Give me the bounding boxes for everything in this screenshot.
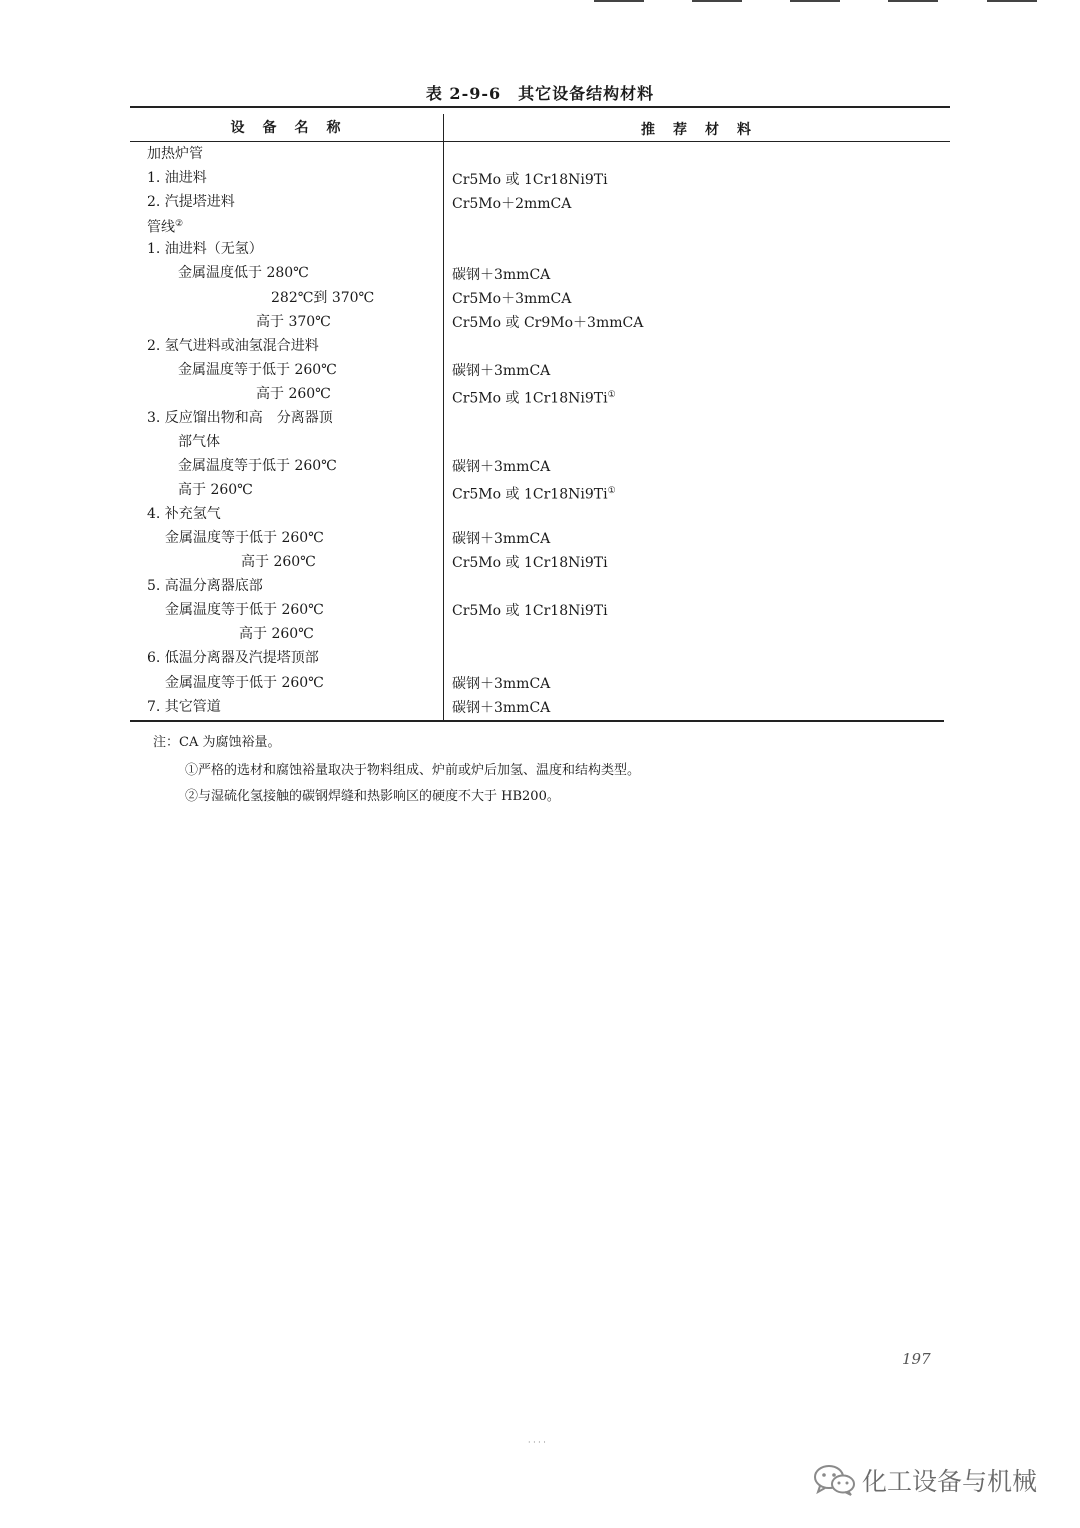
footer-dots: · · · ·	[528, 1438, 546, 1447]
row-material: 碳钢＋3mmCA	[452, 700, 551, 716]
table-note: ①严格的选材和腐蚀裕量取决于物料组成、炉前或炉后加氢、温度和结构类型。	[185, 763, 641, 778]
row-name: 4. 补充氢气	[147, 506, 221, 522]
row-name: 金属温度低于 280℃	[178, 265, 309, 281]
top-edge-mark	[987, 0, 1037, 2]
row-material: Cr5Mo 或 1Cr18Ni9Ti①	[452, 390, 616, 407]
table-column-divider	[443, 114, 444, 720]
row-name: 2. 氢气进料或油氢混合进料	[147, 338, 319, 354]
row-name: 1. 油进料（无氢）	[147, 241, 263, 257]
row-name: 6. 低温分离器及汽提塔顶部	[147, 650, 319, 666]
table-header-rule	[130, 141, 950, 142]
row-material: 碳钢＋3mmCA	[452, 267, 551, 283]
row-material: Cr5Mo＋3mmCA	[452, 291, 572, 307]
row-name: 金属温度等于低于 260℃	[165, 675, 324, 691]
row-name: 金属温度等于低于 260℃	[165, 530, 324, 546]
row-name: 高于 260℃	[239, 626, 314, 642]
row-name: 加热炉管	[147, 146, 203, 162]
table-note: 注：CA 为腐蚀裕量。	[153, 735, 281, 750]
row-name: 2. 汽提塔进料	[147, 194, 235, 210]
row-name: 金属温度等于低于 260℃	[178, 362, 337, 378]
row-name: 高于 370℃	[256, 314, 331, 330]
row-name: 5. 高温分离器底部	[147, 578, 263, 594]
row-material: Cr5Mo＋2mmCA	[452, 196, 572, 212]
footnote-mark: ①	[607, 390, 616, 400]
row-material: Cr5Mo 或 Cr9Mo＋3mmCA	[452, 315, 644, 331]
row-name: 7. 其它管道	[147, 699, 221, 715]
row-name: 金属温度等于低于 260℃	[178, 458, 337, 474]
row-material: 碳钢＋3mmCA	[452, 459, 551, 475]
wechat-icon	[812, 1463, 856, 1497]
footnote-mark: ①	[607, 486, 616, 496]
row-material: 碳钢＋3mmCA	[452, 363, 551, 379]
page-number: 197	[902, 1350, 931, 1368]
table-top-rule	[130, 106, 950, 108]
row-name: 3. 反应馏出物和高 分离器顶	[147, 410, 333, 426]
row-name: 282℃到 370℃	[271, 290, 375, 306]
header-equipment-name: 设 备 名 称	[230, 120, 343, 136]
top-edge-mark	[692, 0, 742, 2]
row-name: 管线②	[147, 219, 184, 236]
top-edge-mark	[888, 0, 938, 2]
watermark	[812, 1462, 1037, 1498]
footnote-mark: ②	[175, 219, 184, 229]
table-title: 表 2-9-6 其它设备结构材料	[425, 84, 655, 103]
row-material: Cr5Mo 或 1Cr18Ni9Ti①	[452, 486, 616, 503]
row-name: 金属温度等于低于 260℃	[165, 602, 324, 618]
top-edge-mark	[790, 0, 840, 2]
table-note: ②与湿硫化氢接触的碳钢焊缝和热影响区的硬度不大于 HB200。	[185, 789, 560, 804]
row-name: 高于 260℃	[256, 386, 331, 402]
top-edge-mark	[594, 0, 644, 2]
row-material: 碳钢＋3mmCA	[452, 531, 551, 547]
row-material: 碳钢＋3mmCA	[452, 676, 551, 692]
row-name: 1. 油进料	[147, 170, 207, 186]
table-bottom-rule	[130, 720, 944, 722]
row-name: 部气体	[178, 434, 220, 450]
row-material: Cr5Mo 或 1Cr18Ni9Ti	[452, 603, 608, 619]
header-recommended-material: 推 荐 材 料	[641, 122, 753, 138]
row-name: 高于 260℃	[241, 554, 316, 570]
row-material: Cr5Mo 或 1Cr18Ni9Ti	[452, 555, 608, 571]
row-name: 高于 260℃	[178, 482, 253, 498]
watermark-text: 化工设备与机械	[862, 1467, 1038, 1496]
row-material: Cr5Mo 或 1Cr18Ni9Ti	[452, 172, 608, 188]
